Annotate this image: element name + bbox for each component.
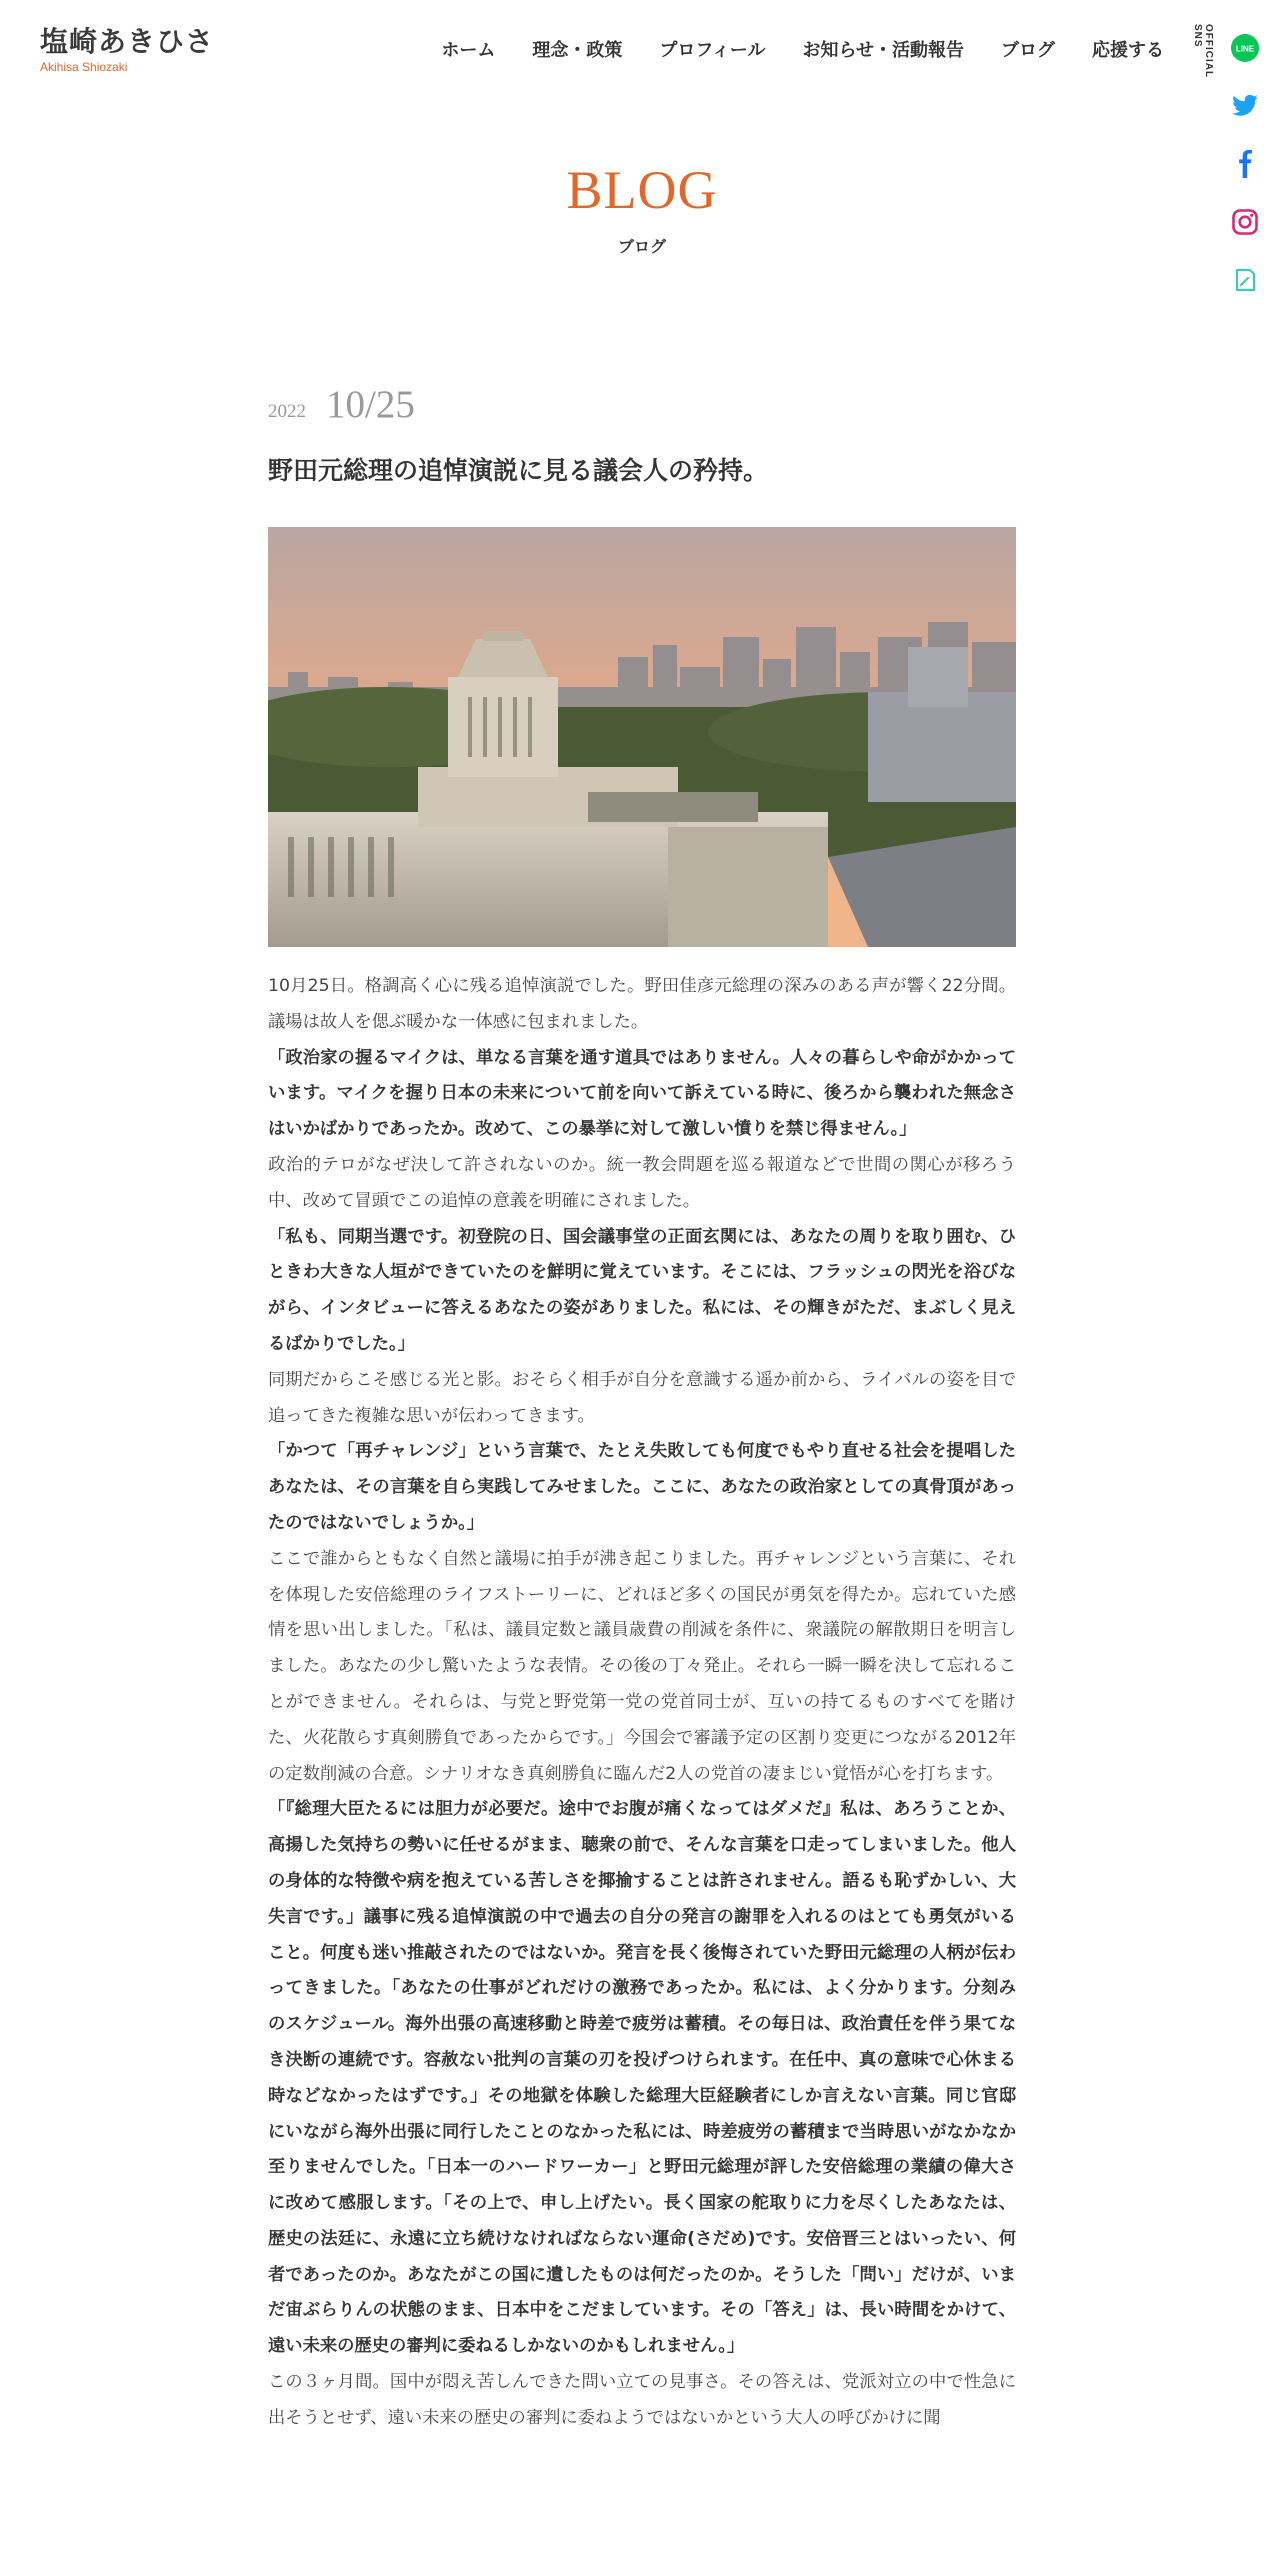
page-title: [0, 160, 1284, 257]
post-image: [268, 527, 1016, 947]
logo-english-name: Akihisa Shiozaki: [40, 60, 128, 74]
page-title-ja: ブログ: [617, 237, 666, 256]
line-icon[interactable]: [1231, 34, 1259, 62]
blog-post: [268, 382, 1016, 2437]
diet-building-photo: [268, 527, 1016, 947]
post-month-day: 10/25: [326, 383, 415, 426]
page-title-en: BLOG: [566, 160, 718, 220]
post-date: [268, 382, 1016, 427]
sns-label: OFFICIAL SNS: [1192, 24, 1214, 78]
post-year: 2022: [268, 401, 306, 422]
quote-paragraph: 「かつて「再チャレンジ」という言葉で、たとえ失敗しても何度でもやり直せる社会を提唱したあなたは、その言葉を自ら実践してみせました。ここに、あなたの政治家としての真骨頂があったのではないでしょうか。」: [268, 1441, 1016, 1533]
logo-japanese-name: 塩崎あきひさ: [40, 25, 215, 58]
paragraph: 政治的テロがなぜ決して許されないのか。統一教会問題を巡る報道などで世間の関心が移ろう中、改めて冒頭でこの追悼の意義を明確にされました。: [268, 1154, 1016, 1211]
post-body: [268, 969, 1016, 2437]
global-nav: [441, 38, 1164, 64]
nav-support[interactable]: 応援する: [1092, 40, 1164, 61]
nav-home[interactable]: ホーム: [441, 40, 496, 61]
quote-paragraph: 「政治家の握るマイクは、単なる言葉を通す道具ではありません。人々の暮らしや命がかかっています。マイクを握り日本の未来について前を向いて訴えている時に、後ろから襲われた無念さはいかばかりであったか。改めて、この暴挙に対して激しい憤りを禁じ得ません。」: [268, 1047, 1016, 1140]
paragraph: ここで誰からともなく自然と議場に拍手が沸き起こりました。再チャレンジという言葉に、それを体現した安倍総理のライフストーリーに、どれほど多くの国民が勇気を得たか。忘れていた感情を思い出しました。「私は、議員定数と議員歳費の削減を条件に、衆議院の解散期日を明言しました。あなたの少し驚いたような表情。その後の丁々発止。それら一瞬一瞬を決して忘れることができません。それらは、与党と野党第一党の党首同士が、互いの持てるものすべてを賭けた、火花散らす真剣勝負であったからです。」今国会で審議予定の区割り変更につながる2012年の定数削減の合意。シナリオなき真剣勝負に臨んだ2人の党首の凄まじい覚悟が心を打ちます。: [268, 1548, 1016, 1784]
nav-blog[interactable]: ブログ: [1001, 40, 1055, 61]
site-logo[interactable]: [40, 24, 214, 74]
quote-paragraph: 「『総理大臣たるには胆力が必要だ。途中でお腹が痛くなってはダメだ』私は、あろうことか、高揚した気持ちの勢いに任せるがまま、聴衆の前で、そんな言葉を口走ってしまいました。他人の身体的な特徴や病を抱えている苦しさを揶揄することは許されません。語るも恥ずかしい、大失言です。」議事に残る追悼演説の中で過去の自分の発言の謝罪を入れるのはとても勇気がいること。何度も迷い推敲されたのではないか。発言を長く後悔されていた野田元総理の人柄が伝わってきました。「あなたの仕事がどれだけの激務であったか。私には、よく分かります。分刻みのスケジュール。海外出張の高速移動と時差で疲労は蓄積。その毎日は、政治責任を伴う果てなき決断の連続です。容赦ない批判の言葉の刃を投げつけられます。在任中、真の意味で心休まる時などなかったはずです。」その地獄を体験した総理大臣経験者にしか言えない言葉。同じ官邸にいながら海外出張に同行したことのなかった私には、時差疲労の蓄積まで当時思いがなかなか至りませんでした。「日本一のハードワーカー」と野田元総理が評した安倍総理の業績の偉大さに改めて感服します。「その上で、申し上げたい。長く国家の舵取りに力を尽くしたあなたは、歴史の法廷に、永遠に立ち続けなければならない運命(さだめ)です。安倍晋三とはいったい、何者であったのか。あなたがこの国に遺したものは何だったのか。そうした「問い」だけが、いまだ宙ぶらりんの状態のまま、日本中をこだましています。その「答え」は、長い時間をかけて、遠い未来の歴史の審判に委ねるしかないのかもしれません。」: [268, 1799, 1016, 2357]
nav-policy[interactable]: 理念・政策: [532, 40, 623, 61]
note-icon[interactable]: [1231, 266, 1259, 294]
paragraph: この３ヶ月間。国中が悶え苦しんできた問い立ての見事さ。その答えは、党派対立の中で性急に出そうとせず、遠い未来の歴史の審判に委ねようではないかという大人の呼びかけに聞: [268, 2372, 1016, 2428]
nav-news[interactable]: お知らせ・活動報告: [802, 40, 964, 61]
quote-paragraph: 「私も、同期当選です。初登院の日、国会議事堂の正面玄関には、あなたの周りを取り囲む、ひときわ大きな人垣ができていたのを鮮明に覚えています。そこには、フラッシュの閃光を浴びながら、インタビューに答えるあなたの姿がありました。私には、その輝きがただ、まぶしく見えるばかりでした。」: [268, 1226, 1016, 1354]
post-title: 野田元総理の追悼演説に見る議会人の矜持。: [268, 456, 769, 485]
paragraph: 10月25日。格調高く心に残る追悼演説でした。野田佳彦元総理の深みのある声が響く22分間。議場は故人を偲ぶ暖かな一体感に包まれました。: [268, 976, 1016, 1032]
line-icon-text: LINE: [1235, 44, 1255, 54]
twitter-icon[interactable]: [1231, 92, 1259, 120]
nav-profile[interactable]: プロフィール: [659, 40, 766, 61]
paragraph: 同期だからこそ感じる光と影。おそらく相手が自分を意識する遥か前から、ライバルの姿を目で追ってきた複雑な思いが伝わってきます。: [268, 1369, 1016, 1426]
